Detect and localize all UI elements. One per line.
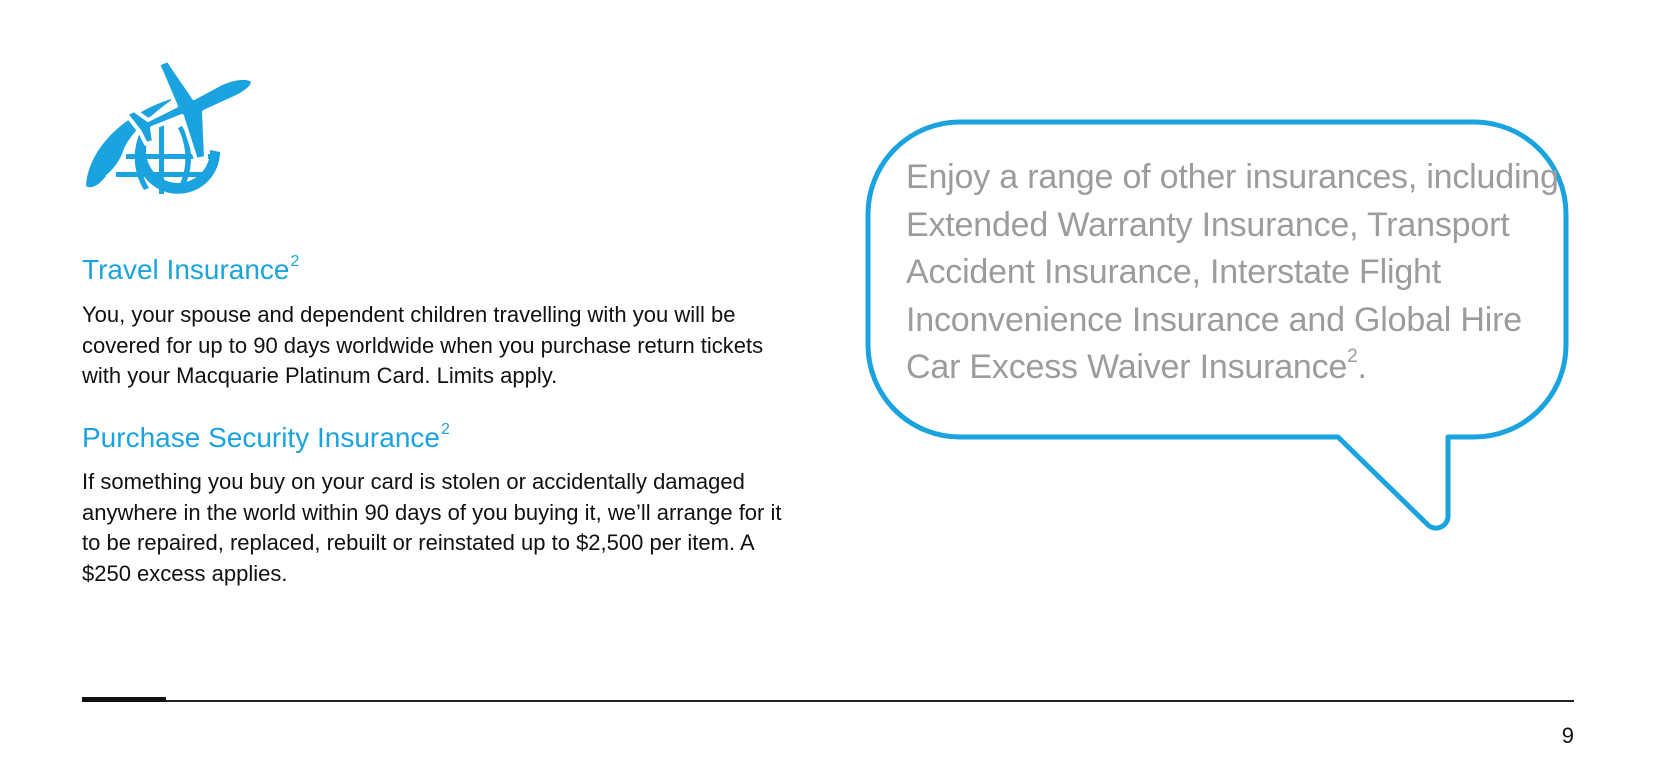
footnote-marker: 2 (440, 421, 450, 438)
callout-text: Enjoy a range of other insurances, including Extended Warranty Insurance, Transport Accident Insurance, Interstate Flight Inconvenience Insurance and Global Hire Car Excess Waiver Insurance$^2$. (906, 158, 1559, 386)
purchase-security-description: If something you buy on your card is stolen or accidentally damaged anywhere in the world within 90 days of you buying it, we’ll arrange for it to be repaired, replaced, rebuilt or reinstated up to $2,500 per item. A $250 excess applies. (82, 469, 782, 586)
footer-rule (82, 700, 1574, 702)
travel-insurance-description: You, your spouse and dependent children travelling with you will be covered for up to 90 days worldwide when you purchase return tickets with your Macquarie Platinum Card. Limits apply. (82, 302, 764, 388)
footnote-marker: 2 (1347, 346, 1358, 367)
page-number: 9 (1561, 723, 1574, 748)
travel-insurance-heading: Travel Insurance$^2$ (82, 253, 300, 285)
footnote-marker: 2 (290, 253, 300, 270)
purchase-security-heading: Purchase Security Insurance$^2$ (82, 421, 450, 453)
footer-rule-accent (82, 697, 166, 702)
